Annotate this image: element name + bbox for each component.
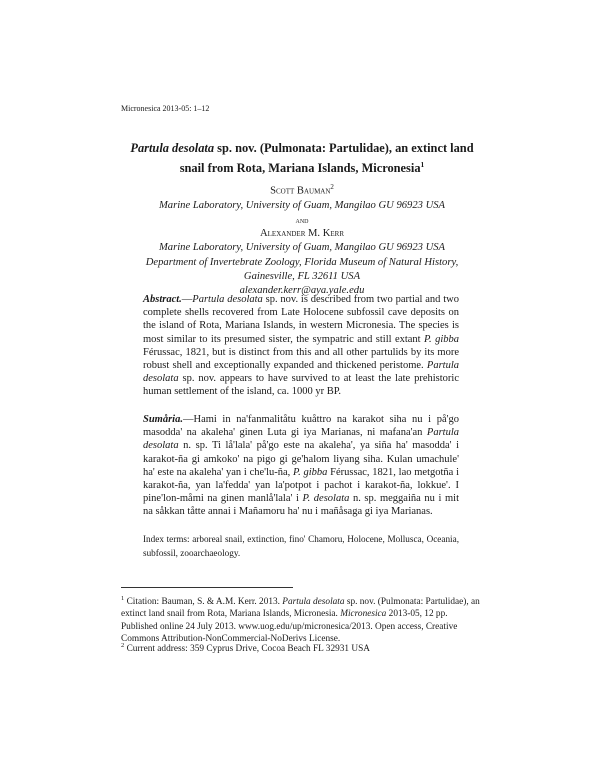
author-2-affiliation-2: Department of Invertebrate Zoology, Florida Museum of Natural History, [145,256,459,268]
footnote-1-mark: 1 [121,595,125,602]
abstract-text-2: Férussac, 1821, but is distinct from this and all other partulids by its more robust shell and exceptionally expanded and thickened peristome. [143,346,459,372]
abstract-text-3: sp. nov. appears to have survived to at least the late prehistoric human settlement of the island, ca. 1000 yr BP. [143,373,459,398]
footnote-1-text-c: 2013-05, 12 pp. Published online 24 July 2013. www.uog.edu/up/micronesica/2013. Open access, Creative Commons Attribution-NonCommercial-NoDerivs License. [121,609,458,644]
footnote-2-mark: 2 [121,642,125,649]
author-email: alexander.kerr@aya.yale.edu [239,284,365,296]
sumaria-text-3: Férussac, 1821, lao metgotña i karakot-ña, yan la'fedda' yan la'potpot i pachot i karakot-ña, lokkue'. I pine'lon-måmi na ginen manlå'lala' i [143,466,459,505]
sumaria-text-2: n. sp. Ti lå'lala' på'go este na akaleha', ya siña ha' masodda' i karakot-ña gi amkoko' na pigo gi ge'halom liyang siha. Kulan umachule' ha' este na akaleha' yan i che'lu-ña, [143,440,459,478]
sumaria-abstract [143,413,459,519]
running-header: Micronesica 2013-05: 1–12 [121,104,210,113]
footnote-1 [121,593,483,645]
footnote-1-text-b: sp. nov. (Pulmonata: Partulidae), an extinct land snail from Rota, Mariana Islands, Micronesia. [121,597,480,620]
author-1 [121,180,483,199]
sumaria-dash: — [182,414,194,425]
author-1-affiliation: Marine Laboratory, University of Guam, Mangilao GU 96923 USA [158,199,445,211]
footnote-1-journal: Micronesica [340,609,387,620]
author-2-affiliation-3: Gainesville, FL 32611 USA [243,270,361,282]
footnote-rule [121,587,293,588]
footnote-2-text: Current address: 359 Cyprus Drive, Cocoa Beach FL 32931 USA [124,644,370,655]
author-block [121,180,483,298]
sumaria-species-2: P. gibba [293,466,328,478]
abstract-species-1: Partula desolata [192,294,263,305]
index-terms: Index terms: arboreal snail, extinction, fino' Chamoru, Holocene, Mollusca, Oceania, subfossil, zooarchaeology. [143,534,459,558]
abstract-dash: — [181,294,193,305]
footnote-1-species: Partula desolata [282,597,345,608]
sumaria-label: Sumåria. [143,414,183,425]
abstract [143,293,459,399]
sumaria-species-3: P. desolata [302,493,350,505]
title-rest: sp. nov. (Pulmonata: Partulidae), an extinct land snail from Rota, Mariana Islands, Micronesia [179,141,474,175]
sumaria-text-4: n. sp. meggaiña nu i mit na såkkan tåtte annai i Mañamoru ha' nu i mañåsaga gi iya Marianas. [143,493,459,518]
author-2-name: Alexander M. Kerr [260,228,344,240]
footnote-1-text-a: Citation: Bauman, S. & A.M. Kerr. 2013. [124,597,283,608]
author-separator: and [295,214,309,225]
abstract-label: Abstract. [143,294,182,305]
title-species: Partula desolata [130,141,215,155]
sumaria-species-1: Partula desolata [143,427,459,452]
abstract-species-2: P. gibba [424,333,459,345]
abstract-species-3: Partula desolata [143,360,459,385]
sumaria-text-1: Hami in na'fanmalitåtu kuåttro na karakot siha nu i på'go masodda' na akaleha' ginen Luta gi iya Marianas, ni mafana'an [143,414,459,439]
title-footnote-mark: 1 [420,159,425,169]
abstract-text-1: sp. nov. is described from two partial and two complete shells recovered from Late Holocene subfossil cave deposits on the island of Rota, Mariana Islands, in western Micronesia. The species is most similar to its presumed sister, the sympatric and still extant [143,294,460,345]
article-title [121,140,483,176]
author-2-affiliation-1: Marine Laboratory, University of Guam, Mangilao GU 96923 USA [158,242,445,254]
author-1-name: Scott Bauman [270,185,331,197]
footnote-2 [121,640,483,655]
author-1-mark: 2 [330,183,334,191]
